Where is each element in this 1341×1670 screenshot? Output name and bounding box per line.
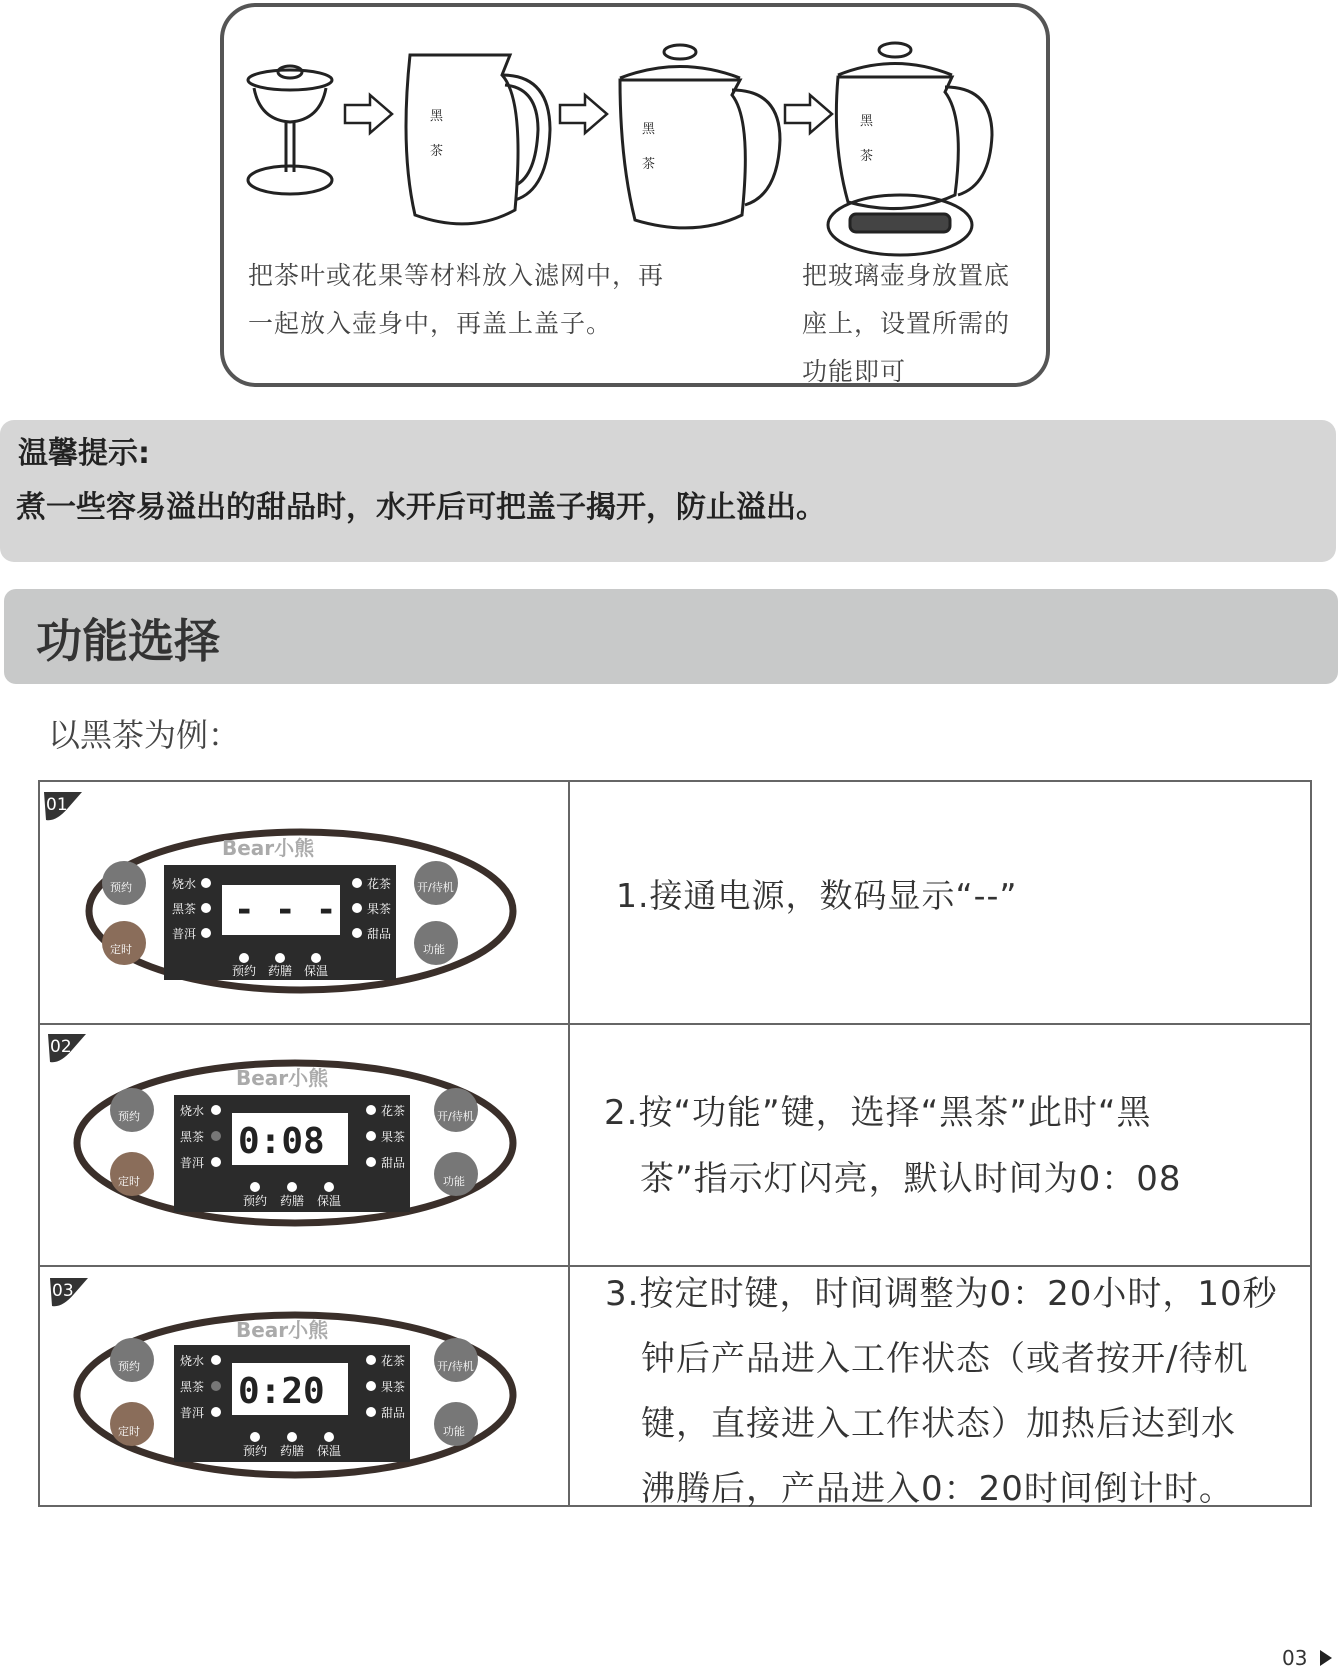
- panel-label: 黑茶: [172, 902, 197, 916]
- panel-label: 预约: [110, 881, 132, 894]
- panel-label: 预约: [243, 1194, 268, 1208]
- kettle-with-lid-icon: [620, 45, 780, 228]
- panel-label: 黑茶: [180, 1130, 205, 1144]
- filter-strainer-icon: [248, 66, 332, 194]
- panel-label: 普洱: [180, 1406, 205, 1420]
- text-line: 座上，设置所需的: [802, 309, 1011, 338]
- power-button[interactable]: [414, 861, 458, 905]
- text-line: 功能即可: [802, 357, 907, 386]
- step-3-description: [605, 1262, 1295, 1522]
- panel-label: 烧水: [180, 1354, 205, 1368]
- step-badge-01: [42, 790, 86, 824]
- panel-label: 预约: [232, 964, 257, 978]
- text-line: 茶”指示灯闪亮，默认时间为0：08: [640, 1159, 1182, 1199]
- panel-label: 普洱: [180, 1156, 205, 1170]
- text-line: 把玻璃壶身放置底: [802, 261, 1011, 290]
- panel-label: 开/待机: [417, 881, 454, 894]
- function-button[interactable]: [434, 1402, 478, 1446]
- panel-label: 普洱: [172, 927, 197, 941]
- badge-number: 01: [46, 795, 68, 815]
- column-divider: [568, 782, 570, 1505]
- step-2-description: [604, 1080, 1264, 1212]
- panel-label: 功能: [443, 1175, 465, 1188]
- svg-text:茶: 茶: [642, 157, 656, 172]
- svg-text:黑: 黑: [642, 122, 656, 137]
- panel-label: 烧水: [172, 877, 197, 891]
- text-line: 2.按“功能”键，选择“黑茶”此时“黑: [604, 1093, 1152, 1133]
- timer-button[interactable]: [110, 1152, 154, 1196]
- panel-label: 功能: [443, 1425, 465, 1438]
- panel-label: 开/待机: [437, 1110, 474, 1123]
- svg-text:黑: 黑: [430, 109, 444, 124]
- control-panel-01: [82, 825, 520, 997]
- panel-label: 保温: [317, 1444, 342, 1458]
- text-line: 1.接通电源，数码显示“--”: [616, 876, 1018, 915]
- badge-number: 02: [50, 1037, 72, 1057]
- lcd-display: 0:20: [238, 1371, 325, 1412]
- panel-label: 功能: [423, 943, 445, 956]
- text-line: 3.按定时键，时间调整为0：20小时，10秒: [605, 1274, 1278, 1314]
- panel-label: 黑茶: [180, 1380, 205, 1394]
- lcd-display: - - -: [234, 890, 337, 930]
- example-label: 以黑茶为例：: [48, 716, 241, 754]
- next-page-arrow-icon: [1320, 1650, 1332, 1666]
- panel-label: 定时: [118, 1425, 140, 1438]
- step-badge-03: [48, 1276, 92, 1310]
- text-line: 把茶叶或花果等材料放入滤网中，再: [248, 261, 665, 290]
- text-line: 沸腾后，产品进入0：20时间倒计时。: [641, 1469, 1234, 1509]
- section-title: 功能选择: [36, 614, 220, 668]
- panel-label: 果茶: [381, 1130, 406, 1144]
- timer-button[interactable]: [110, 1402, 154, 1446]
- brand-logo: Bear小熊: [222, 836, 315, 860]
- panel-label: 花茶: [381, 1354, 406, 1368]
- panel-label: 药膳: [280, 1194, 305, 1208]
- arrow-icon: [785, 95, 832, 133]
- svg-text:茶: 茶: [860, 149, 874, 164]
- brand-logo: Bear小熊: [236, 1066, 329, 1090]
- function-button[interactable]: [434, 1152, 478, 1196]
- panel-label: 果茶: [381, 1380, 406, 1394]
- panel-label: 预约: [243, 1444, 268, 1458]
- power-button[interactable]: [434, 1088, 478, 1132]
- panel-label: 保温: [304, 964, 329, 978]
- panel-label: 烧水: [180, 1104, 205, 1118]
- kettle-body-icon: [406, 55, 550, 224]
- svg-text:黑: 黑: [860, 114, 874, 129]
- panel-label: 定时: [118, 1175, 140, 1188]
- step-place-text: [802, 252, 1032, 396]
- arrow-icon: [560, 95, 607, 133]
- panel-label: 果茶: [367, 902, 392, 916]
- kettle-on-base-icon: [828, 43, 992, 255]
- panel-label: 甜品: [381, 1406, 406, 1420]
- reserve-button[interactable]: [110, 1338, 154, 1382]
- power-button[interactable]: [434, 1338, 478, 1382]
- panel-label: 甜品: [381, 1156, 406, 1170]
- lcd-display: 0:08: [238, 1121, 325, 1162]
- panel-label: 甜品: [367, 927, 392, 941]
- row-divider: [40, 1023, 1310, 1025]
- panel-label: 花茶: [367, 877, 392, 891]
- step-assemble-text: [248, 252, 688, 348]
- svg-text:茶: 茶: [430, 144, 444, 159]
- tip-text: 煮一些容易溢出的甜品时，水开后可把盖子揭开，防止溢出。: [16, 490, 826, 525]
- panel-label: 开/待机: [437, 1360, 474, 1373]
- text-line: 一起放入壶身中，再盖上盖子。: [248, 309, 613, 338]
- step-1-description: [616, 870, 1018, 917]
- panel-label: 药膳: [268, 964, 293, 978]
- panel-label: 预约: [118, 1110, 140, 1123]
- reserve-button[interactable]: [110, 1088, 154, 1132]
- arrow-icon: [345, 95, 392, 133]
- panel-label: 保温: [317, 1194, 342, 1208]
- tip-title: 温馨提示:: [18, 436, 150, 471]
- text-line: 键，直接进入工作状态）加热后达到水: [641, 1404, 1236, 1444]
- control-panel-02: [70, 1055, 520, 1230]
- reserve-button[interactable]: [102, 861, 146, 905]
- panel-label: 药膳: [280, 1444, 305, 1458]
- control-panel-03: [70, 1307, 520, 1482]
- panel-label: 预约: [118, 1360, 140, 1373]
- badge-number: 03: [52, 1281, 74, 1301]
- panel-label: 花茶: [381, 1104, 406, 1118]
- assembly-illustration: [240, 30, 1040, 260]
- text-line: 钟后产品进入工作状态（或者按开/待机: [641, 1339, 1249, 1379]
- timer-button[interactable]: [102, 921, 146, 965]
- panel-label: 定时: [110, 943, 132, 956]
- function-button[interactable]: [414, 921, 458, 965]
- brand-logo: Bear小熊: [236, 1318, 329, 1342]
- page-number: 03: [1282, 1646, 1308, 1670]
